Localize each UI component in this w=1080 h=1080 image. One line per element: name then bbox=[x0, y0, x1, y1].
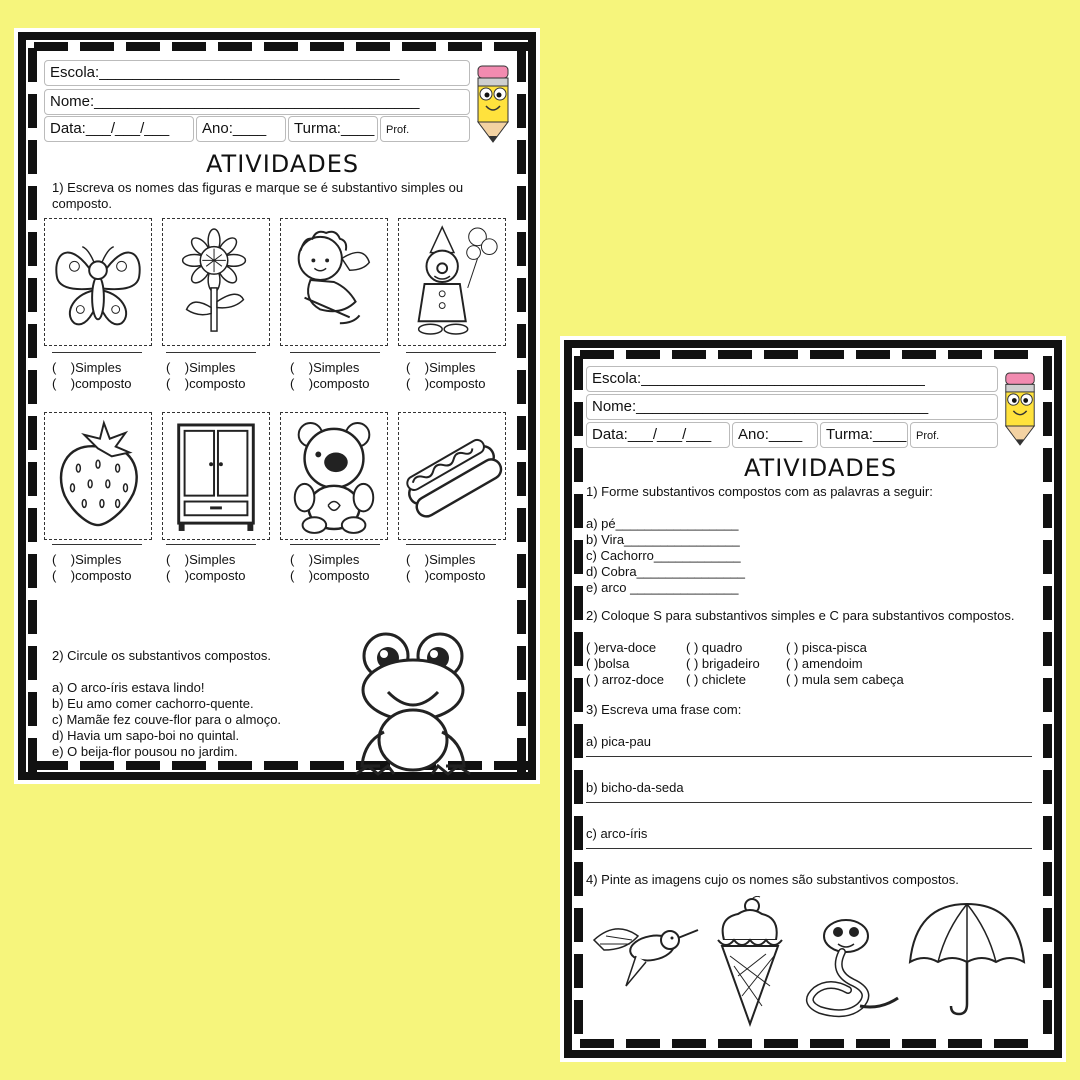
date-label: Data:___/___/___ bbox=[592, 426, 712, 443]
name-field[interactable] bbox=[44, 89, 470, 115]
writing-line[interactable] bbox=[586, 848, 1032, 849]
word-e[interactable]: e) arco _______________ bbox=[586, 580, 739, 595]
ice-cream-icon bbox=[714, 896, 786, 1028]
mark-item[interactable]: ( ) mula sem cabeça bbox=[786, 672, 904, 687]
option-compound[interactable]: ( )composto bbox=[290, 568, 370, 583]
question-2: 2) Coloque S para substantivos simples e C para substantivos compostos. bbox=[586, 608, 1015, 623]
year-field[interactable] bbox=[196, 116, 286, 142]
mark-item[interactable]: ( ) amendoim bbox=[786, 656, 863, 671]
picture-clown bbox=[398, 218, 506, 346]
word-b[interactable]: b) Vira________________ bbox=[586, 532, 740, 547]
option-compound[interactable]: ( )composto bbox=[406, 376, 486, 391]
option-simple[interactable]: ( )Simples bbox=[52, 360, 122, 375]
class-label: Turma:____ bbox=[294, 120, 375, 137]
question-2: 2) Circule os substantivos compostos. bbox=[52, 648, 271, 663]
umbrella-icon bbox=[906, 900, 1028, 1018]
picture-sunflower bbox=[162, 218, 270, 346]
name-label: Nome:_______________________________________ bbox=[50, 93, 420, 110]
mark-item[interactable]: ( )bolsa bbox=[586, 656, 630, 671]
class-label: Turma:____ bbox=[826, 426, 907, 443]
hummingbird-icon bbox=[586, 910, 700, 994]
option-simple[interactable]: ( )Simples bbox=[290, 360, 360, 375]
hotdog-icon bbox=[399, 413, 505, 539]
page-title: ATIVIDADES bbox=[744, 454, 898, 482]
teddy-bear-icon bbox=[281, 413, 387, 539]
mark-item[interactable]: ( )erva-doce bbox=[586, 640, 657, 655]
phrase-c: c) arco-íris bbox=[586, 826, 648, 841]
year-label: Ano:____ bbox=[202, 120, 267, 137]
snake-icon bbox=[802, 916, 902, 1028]
wardrobe-icon bbox=[163, 413, 269, 539]
option-compound[interactable]: ( )composto bbox=[290, 376, 370, 391]
question-1: 1) Escreva os nomes das figuras e marque se é substantivo simples ou composto. bbox=[52, 180, 464, 211]
picture-strawberry bbox=[44, 412, 152, 540]
picture-butterfly bbox=[44, 218, 152, 346]
school-label: Escola:____________________________________ bbox=[50, 64, 400, 81]
option-compound[interactable]: ( )composto bbox=[406, 568, 486, 583]
teacher-field[interactable] bbox=[380, 116, 470, 142]
answer-line[interactable] bbox=[290, 544, 380, 545]
picture-teddy-bear bbox=[280, 412, 388, 540]
year-label: Ano:____ bbox=[738, 426, 803, 443]
answer-line[interactable] bbox=[406, 352, 496, 353]
worksheet-1-content bbox=[44, 56, 510, 759]
option-simple[interactable]: ( )Simples bbox=[290, 552, 360, 567]
answer-line[interactable] bbox=[166, 352, 256, 353]
phrase-a: a) pica-pau bbox=[586, 734, 652, 749]
strawberry-icon bbox=[45, 413, 151, 539]
answer-line[interactable] bbox=[166, 544, 256, 545]
worksheet-2 bbox=[560, 336, 1066, 1062]
answer-line[interactable] bbox=[290, 352, 380, 353]
date-field[interactable] bbox=[44, 116, 194, 142]
sentence-c[interactable]: c) Mamãe fez couve-flor para o almoço. bbox=[52, 712, 282, 727]
clown-icon bbox=[399, 219, 505, 345]
word-a[interactable]: a) pé_________________ bbox=[586, 516, 739, 531]
sentence-d[interactable]: d) Havia um sapo-boi no quintal. bbox=[52, 728, 240, 743]
picture-hotdog bbox=[398, 412, 506, 540]
answer-line[interactable] bbox=[406, 544, 496, 545]
page-title: ATIVIDADES bbox=[206, 150, 360, 178]
answer-line[interactable] bbox=[52, 352, 142, 353]
word-d[interactable]: d) Cobra_______________ bbox=[586, 564, 746, 579]
sunflower-icon bbox=[163, 219, 269, 345]
sentence-b[interactable]: b) Eu amo comer cachorro-quente. bbox=[52, 696, 254, 711]
name-label: Nome:___________________________________ bbox=[592, 398, 929, 415]
butterfly-icon bbox=[45, 219, 151, 345]
teacher-label: Prof. bbox=[916, 430, 940, 442]
year-field[interactable] bbox=[732, 422, 818, 448]
phrase-b: b) bicho-da-seda bbox=[586, 780, 684, 795]
answer-line[interactable] bbox=[52, 544, 142, 545]
worksheet-2-content bbox=[586, 362, 1040, 1036]
teacher-field[interactable] bbox=[910, 422, 998, 448]
teacher-label: Prof. bbox=[386, 124, 410, 136]
option-simple[interactable]: ( )Simples bbox=[52, 552, 122, 567]
school-field[interactable] bbox=[44, 60, 470, 86]
option-compound[interactable]: ( )composto bbox=[166, 376, 246, 391]
sentence-e[interactable]: e) O beija-flor pousou no jardim. bbox=[52, 744, 238, 759]
option-simple[interactable]: ( )Simples bbox=[166, 552, 236, 567]
mark-item[interactable]: ( ) arroz-doce bbox=[586, 672, 665, 687]
writing-line[interactable] bbox=[586, 756, 1032, 757]
sentence-a[interactable]: a) O arco-íris estava lindo! bbox=[52, 680, 205, 695]
option-compound[interactable]: ( )composto bbox=[52, 376, 132, 391]
cupid-icon bbox=[281, 219, 387, 345]
question-1: 1) Forme substantivos compostos com as palavras a seguir: bbox=[586, 484, 933, 499]
pencil-icon bbox=[1002, 370, 1038, 448]
word-c[interactable]: c) Cachorro____________ bbox=[586, 548, 741, 563]
class-field[interactable] bbox=[820, 422, 908, 448]
writing-line[interactable] bbox=[586, 802, 1032, 803]
mark-item[interactable]: ( ) pisca-pisca bbox=[786, 640, 867, 655]
option-simple[interactable]: ( )Simples bbox=[166, 360, 236, 375]
option-compound[interactable]: ( )composto bbox=[52, 568, 132, 583]
mark-item[interactable]: ( ) chiclete bbox=[686, 672, 746, 687]
pencil-icon bbox=[474, 64, 512, 144]
school-label: Escola:__________________________________ bbox=[592, 370, 925, 387]
school-field[interactable] bbox=[586, 366, 998, 392]
date-label: Data:___/___/___ bbox=[50, 120, 170, 137]
name-field[interactable] bbox=[586, 394, 998, 420]
picture-wardrobe bbox=[162, 412, 270, 540]
picture-cupid bbox=[280, 218, 388, 346]
worksheet-1 bbox=[14, 28, 540, 784]
option-compound[interactable]: ( )composto bbox=[166, 568, 246, 583]
frog-icon bbox=[354, 628, 472, 782]
mark-item[interactable]: ( ) quadro bbox=[686, 640, 743, 655]
mark-item[interactable]: ( ) brigadeiro bbox=[686, 656, 760, 671]
question-3: 3) Escreva uma frase com: bbox=[586, 702, 742, 717]
class-field[interactable] bbox=[288, 116, 378, 142]
question-4: 4) Pinte as imagens cujo os nomes são substantivos compostos. bbox=[586, 872, 959, 887]
option-simple[interactable]: ( )Simples bbox=[406, 360, 476, 375]
option-simple[interactable]: ( )Simples bbox=[406, 552, 476, 567]
date-field[interactable] bbox=[586, 422, 730, 448]
